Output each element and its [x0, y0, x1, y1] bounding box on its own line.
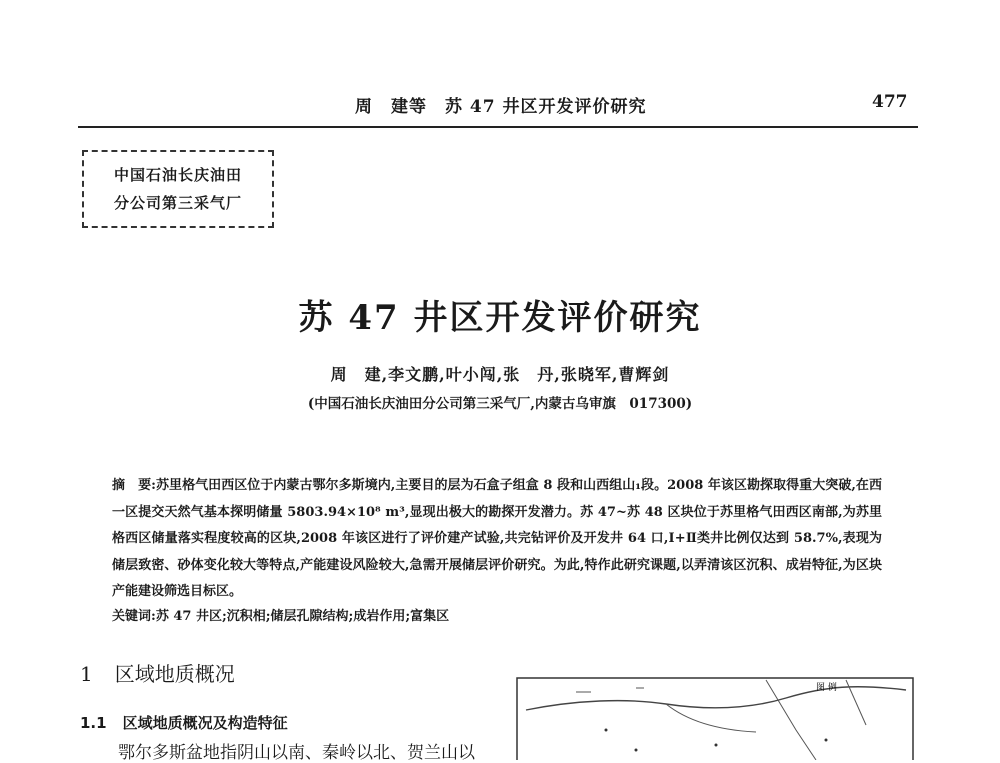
map-marks [576, 688, 644, 692]
regional-map-figure [516, 670, 916, 760]
map-boundary-line [526, 687, 906, 710]
keywords [112, 605, 882, 624]
abstract-text: 苏里格气田西区位于内蒙古鄂尔多斯境内,主要目的层为石盒子组盒 8 段和山西组山₁段。2008 年该区勘探取得重大突破,在西一区提交天然气基本探明储量 5803.94×10⁸ m³,显现出极大的勘探开发潜力。苏 47~苏 48 区块位于苏里格气田西区南部,为苏里格西区储量落实程度较高的区块,2008 年该区进行了评价建产试验,共完钻评价及开发井 64 口,Ⅰ+Ⅱ类井比例仅达到 58.7%,表现为储层致密、砂体变化较大等特点,产能建设风险较大,急需开展储层评价研究。为此,特作此研究课题,以弄清该区沉积、成岩特征,为区块产能建设筛选目标区。 [112, 478, 882, 599]
map-legend-label: 图 例 [816, 683, 837, 693]
page-number: 477 [872, 92, 908, 112]
affiliation-box-line-2: 分公司第三采气厂 [113, 194, 242, 212]
running-title: 周 建等 苏 47 井区开发评价研究 [355, 97, 647, 117]
section-1-heading [80, 658, 235, 687]
section-1-1-number: 1.1 [80, 714, 107, 732]
body-paragraph: 鄂尔多斯盆地指阴山以南、秦岭以北、贺兰山以 [118, 743, 475, 763]
author-affiliation: (中国石油长庆油田分公司第三采气厂,内蒙古乌审旗 017300) [307, 396, 693, 412]
author-list: 周 建,李文鹏,叶小闯,张 丹,张晓军,曹辉剑 [330, 365, 670, 384]
article-title: 苏 47 井区开发评价研究 [298, 298, 702, 338]
keywords-text: 苏 47 井区;沉积相;储层孔隙结构;成岩作用;富集区 [155, 609, 450, 624]
map-symbols [605, 729, 828, 752]
map-frame [517, 678, 913, 760]
section-1-title: 区域地质概况 [114, 662, 235, 686]
abstract [112, 473, 882, 606]
keywords-label: 关键词: [112, 609, 156, 624]
abstract-label: 摘 要: [112, 478, 156, 493]
running-head [0, 92, 1000, 120]
section-1-1-heading [80, 712, 288, 733]
affiliation-box-line-1: 中国石油长庆油田 [113, 166, 242, 184]
affiliation-box [82, 150, 274, 228]
section-1-number: 1 [80, 662, 93, 686]
header-rule [78, 126, 918, 128]
section-1-1-title: 区域地质概况及构造特征 [122, 714, 288, 732]
